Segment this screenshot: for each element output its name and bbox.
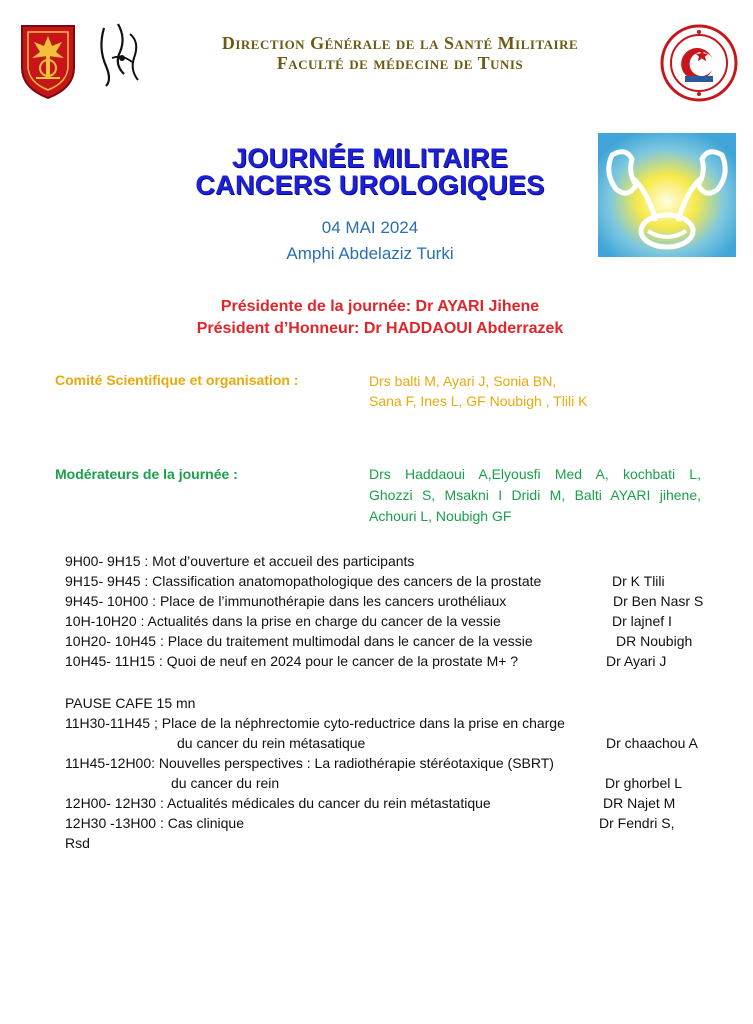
- event-title-line-2: CANCERS UROLOGIQUES: [195, 170, 545, 200]
- committee-members: [369, 371, 587, 411]
- program-item-8-speaker: Dr ghorbel L: [605, 775, 683, 791]
- tunisian-military-hospital-seal-icon: [660, 24, 738, 102]
- event-date: 04 MAI 2024: [321, 218, 419, 237]
- program-item-7: 11H30-11H45 ; Place de la néphrectomie cyto-reductrice dans la prise en charge: [65, 715, 565, 731]
- program-item-10-speaker-2: Rsd: [65, 835, 90, 851]
- moderators-line-2: Ghozzi S, Msakni I Dridi M, Balti AYARI jihene,: [369, 487, 701, 503]
- event-honorary-president: Président d’Honneur: Dr HADDAOUI Abderrazek: [196, 320, 564, 337]
- program-item-2: 9H15- 9H45 : Classification anatomopathologique des cancers de la prostate: [65, 573, 542, 589]
- program-item-1: 9H00- 9H15 : Mot d’ouverture et accueil des participants: [65, 553, 415, 569]
- program-item-4: 10H-10H20 : Actualités dans la prise en charge du cancer de la vessie: [65, 613, 501, 629]
- program-item-10: 12H30 -13H00 : Cas clinique: [65, 815, 244, 831]
- program-item-6: 10H45- 11H15 : Quoi de neuf en 2024 pour le cancer de la prostate M+ ?: [65, 653, 519, 669]
- program-item-4-speaker: Dr lajnef I: [612, 613, 672, 629]
- event-title-line-1: JOURNÉE MILITAIRE: [231, 143, 509, 173]
- program-item-9-speaker: DR Najet M: [603, 795, 676, 811]
- program-item-3: 9H45- 10H00 : Place de l’immunothérapie dans les cancers urothéliaux: [65, 593, 507, 609]
- moderators-line-3: Achouri L, Noubigh GF: [369, 508, 512, 524]
- program-item-9: 12H00- 12H30 : Actualités médicales du cancer du rein métastatique: [65, 795, 491, 811]
- event-venue: Amphi Abdelaziz Turki: [286, 244, 454, 263]
- moderators-list: [369, 464, 701, 527]
- program-item-8-line-2: du cancer du rein: [171, 775, 280, 791]
- moderators-label: Modérateurs de la journée :: [55, 466, 238, 482]
- program-item-6-speaker: Dr Ayari J: [606, 653, 667, 669]
- program-item-5-speaker: DR Noubigh: [616, 633, 693, 649]
- faculty-signature-logo-icon: [96, 18, 144, 90]
- urinary-system-illustration-icon: [598, 133, 736, 257]
- event-president: Présidente de la journée: Dr AYARI Jihene: [220, 298, 540, 315]
- program-item-5: 10H20- 10H45 : Place du traitement multimodal dans le cancer de la vessie: [65, 633, 533, 649]
- program-item-8: 11H45-12H00: Nouvelles perspectives : La radiothérapie stéréotaxique (SBRT): [65, 755, 554, 771]
- committee-members-line-2: Sana F, Ines L, GF Noubigh , Tlili K: [369, 393, 588, 409]
- program-item-2-speaker: Dr K Tlili: [612, 573, 665, 589]
- program-pause: PAUSE CAFE 15 mn: [65, 695, 196, 711]
- program-item-7-line-2: du cancer du rein métasatique: [177, 735, 366, 751]
- header-line-2: Faculté de médecine de Tunis: [276, 53, 524, 73]
- military-health-crest-icon: [18, 22, 78, 100]
- committee-label: Comité Scientifique et organisation :: [55, 372, 299, 388]
- program-item-10-speaker: Dr Fendri S,: [599, 815, 675, 831]
- program-item-7-speaker: Dr chaachou A: [606, 735, 698, 751]
- header-line-1: Direction Générale de la Santé Militaire: [221, 33, 579, 53]
- program-item-3-speaker: Dr Ben Nasr S: [613, 593, 704, 609]
- moderators-line-1: Drs Haddaoui A,Elyousfi Med A, kochbati L,: [369, 466, 701, 482]
- committee-members-line-1: Drs balti M, Ayari J, Sonia BN,: [369, 373, 557, 389]
